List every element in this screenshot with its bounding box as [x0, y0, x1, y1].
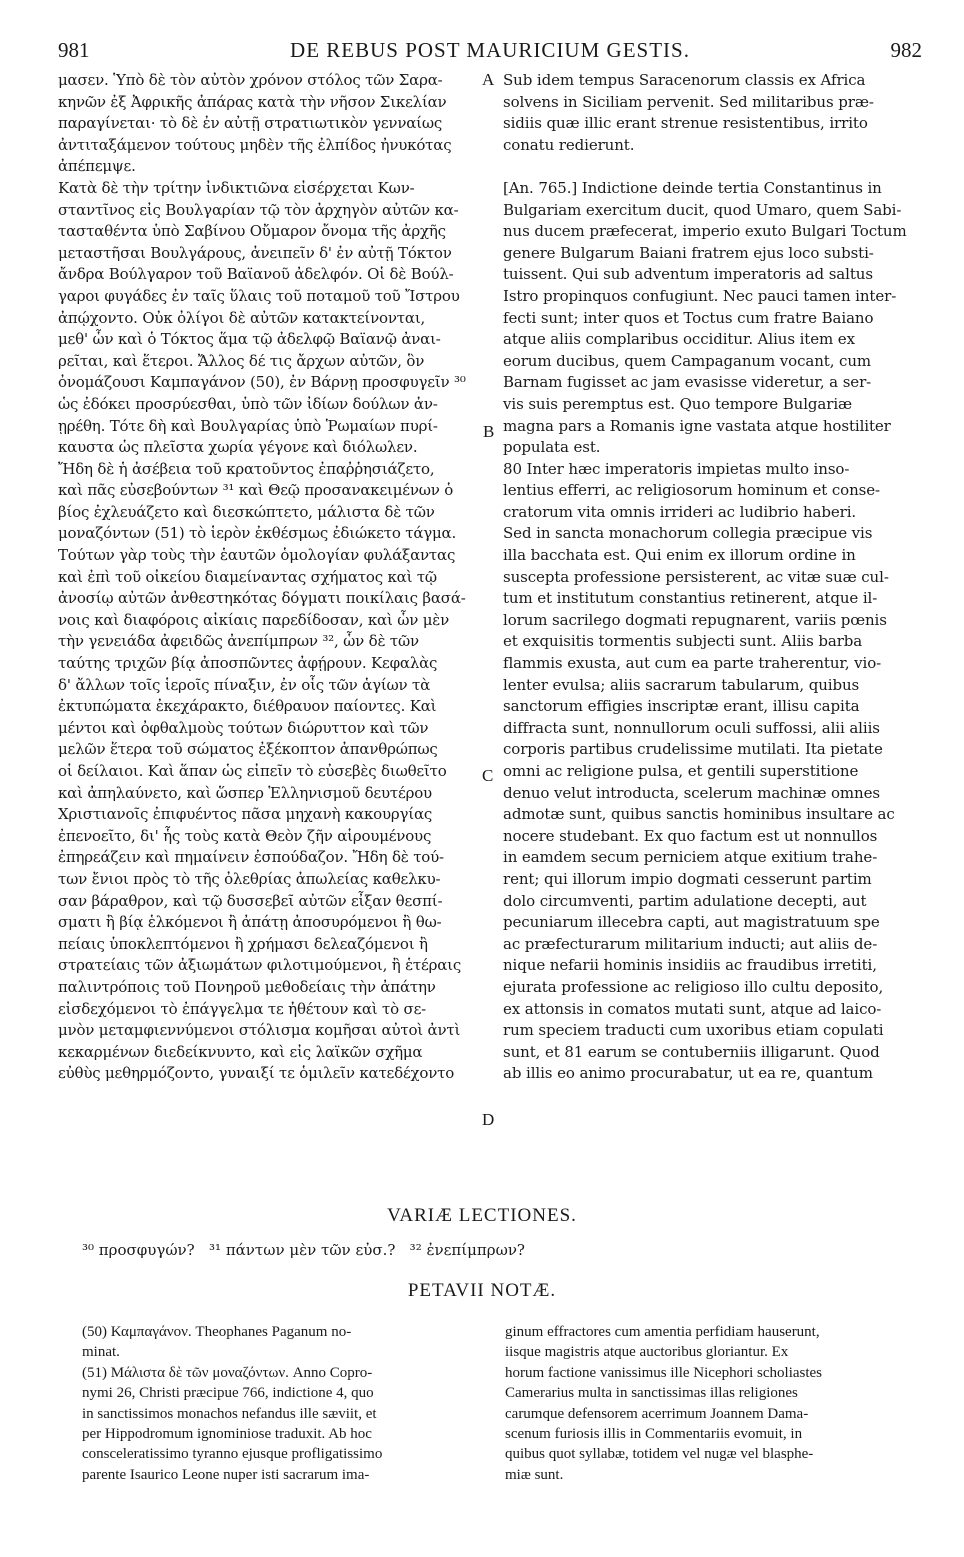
variae-lectiones-text: ³⁰ προσφυγών? ³¹ πάντων μὲν τῶν εὐσ.? ³² ἐνεπίμπρων?	[82, 1241, 525, 1259]
latin-text-column: Sub idem tempus Saracenorum classis ex Africa solvens in Siciliam pervenit. Sed militaribus præ- sidiis quæ illic erant strenue resistentibus, irrito conatu redierunt. [An. 765.] Indictione deinde tertia Constantinus in Bulgariam exercitum ducit, quod Umaro, quem Sabi- nus ducem præfecerat, imperio exuto Bulgari Toctum genere Bulgarum Baiani fratrem ejus loco substi- tuissent. Qui sub adventum imperatoris ad saltus Istro propinquos confugiunt. Nec pauci tamen inter- fecti sunt; inter quos et Toctus cum fratre Baiano atque aliis complaribus occiditur. Alius item ex eorum ducibus, quem Campaganum vocant, cum Barnam fugisset ac jam evasisse videretur, a ser- vis suis peremptus est. Quo tempore Bulgariæ magna pars a Romanis igne vastata atque hostiliter populata est. 80 Inter hæc imperatoris impietas multo inso- lentius efferri, ac religiosorum hominum et conse- cratorum vita omnis irrideri ac ludibrio haberi. Sed in sancta monachorum collegia præcipue vis illa bacchata est. Qui enim ex illorum ordine in suscepta professione persisterent, ac vitæ suæ cul- tum et institutum constantius retinerent, atque il- lorum sacrilego dogmati repugnarent, variis pœnis et exquisitis tormentis subjecti sunt. Aliis barba flammis exusta, aut cum ea parte traherentur, vio- lenter evulsa; aliis sacrarum tabularum, quibus sanctorum effigies inscriptæ erant, illisu capita diffracta sunt, nonnullorum oculi suffossi, alii aliis corporis partibus crudelissime mutilati. Ita pietate omni ac religione pulsa, et gentili superstitione denuo velut introducta, scelerum machinæ omnes admotæ sunt, quibus sanctis hominibus insultare ac nocere studebant. Ex quo factum est ut nonnullos in eamdem secum perniciem atque exitium trahe- rent; qui illorum impio dogmati cesserunt partim dolo circumventi, partim adulatione decepti, aut pecuniarum illecebra capti, aut magistratuum spe ac præfecturarum militarium inducti; aut aliis de- nique nefarii hominis insidiis ac fraudibus irretiti, ejurata professione ac religioso illo cultu deposito, ex attonsis in comatos mutati sunt, atque ad laico- rum speciem traducti cum uxoribus etiam copulati sunt, et 81 earum se contuberniis illigarunt. Quod ab illis eo animo procurabatur, ut ea re, quantum	[503, 71, 907, 1083]
margin-letter-d: D	[482, 1110, 495, 1129]
petavii-notae-title: PETAVII NOTÆ.	[407, 1280, 557, 1301]
variae-lectiones-title: VARIÆ LECTIONES.	[387, 1205, 577, 1226]
greek-text-column: μασεν. Ὑπὸ δὲ τὸν αὐτὸν χρόνον στόλος τῶν Σαρα- κηνῶν ἐξ Ἀφρικῆς ἀπάρας κατὰ τὴν νῆσον Σικελίαν παραγίνεται· τὸ δὲ ἐν αὐτῇ στρατιωτικὸν γενναίως ἀντιταξάμενον τούτους μηδὲν τῆς ἐλπίδος ἠνυκότας ἀπέπεμψε. Κατὰ δὲ τὴν τρίτην ἰνδικτιῶνα εἰσέρχεται Κων- σταντῖνος εἰς Βουλγαρίαν τῷ τὸν ἀρχηγὸν αὐτῶν κα- τασταθέντα ὑπὸ Σαβίνου Οὔμαρον ὄνομα τῆς ἀρχῆς μεταστῆσαι Βουλγάρους, ἀνειπεῖν δ' ἐν αὐτῇ Τόκτον ἄνδρα Βούλγαρον τοῦ Βαϊανοῦ ἀδελφόν. Οἱ δὲ Βούλ- γαροι φυγάδες ἐν ταῖς ὕλαις τοῦ ποταμοῦ τοῦ Ἴστρου ἀπῴχοντο. Οὐκ ὀλίγοι δὲ αὐτῶν κατακτείνονται, μεθ' ὧν καὶ ὁ Τόκτος ἅμα τῷ ἀδελφῷ Βαϊανῷ ἀναι- ρεῖται, καὶ ἕτεροι. Ἄλλος δέ τις ἄρχων αὐτῶν, ὃν ὀνομάζουσι Καμπαγάνον (50), ἐν Βάρνῃ προσφυγεῖν ³⁰ ὡς ἐδόκει προσρύεσθαι, ὑπὸ τῶν ἰδίων δούλων ἀν- ῃρέθη. Τότε δὴ καὶ Βουλγαρίας ὑπὸ Ῥωμαίων πυρί- καυστα ὡς πλεῖστα χωρία γέγονε καὶ διόλωλεν. Ἤδη δὲ ἡ ἀσέβεια τοῦ κρατοῦντος ἐπαῤῥησιάζετο, καὶ πᾶς εὐσεβούντων ³¹ καὶ Θεῷ προσανακειμένων ὁ βίος ἐχλευάζετο καὶ διεσκώπτετο, μάλιστα δὲ τῶν μοναζόντων (51) τὸ ἱερὸν ἐκθέσμως ἐδιώκετο τάγμα. Τούτων γὰρ τοὺς τὴν ἑαυτῶν ὁμολογίαν φυλάξαντας καὶ ἐπὶ τοῦ οἰκείου διαμείναντας σχήματος καὶ τῷ ἀνοσίῳ αὐτῶν ἀνθεστηκότας δόγματι ποικίλαις βασά- νοις καὶ διαφόροις αἰκίαις παρεδίδοσαν, καὶ ὧν μὲν τὴν γενειάδα ἀφειδῶς ἀνεπίμπρων ³², ὧν δὲ τῶν ταύτης τριχῶν βίᾳ ἀποσπῶντες ἀφῄρουν. Κεφαλὰς δ' ἄλλων τοῖς ἱεροῖς πίναξιν, ἐν οἷς τῶν ἁγίων τὰ ἐκτυπώματα ἐκεχάρακτο, διέθραυον παίοντες. Καὶ μέντοι καὶ ὀφθαλμοὺς τούτων διώρυττον καὶ τῶν μελῶν ἕτερα τοῦ σώματος ἐξέκοπτον ἀπανθρώπως οἱ δείλαιοι. Καὶ ἅπαν ὡς εἰπεῖν τὸ εὐσεβὲς διωθεῖτο καὶ ἀπηλαύνετο, καὶ ὥσπερ Ἑλληνισμοῦ δευτέρου Χριστιανοῖς ἐπιφυέντος πᾶσα μηχανὴ κακουργίας ἐπενοεῖτο, δι' ἧς τοὺς κατὰ Θεὸν ζῆν αἱρουμένους ἐπηρεάζειν καὶ πημαίνειν ἐσπούδαζον. Ἤδη δὲ τού- των ἔνιοι πρὸς τὸ τῆς ὀλεθρίας ἀπωλείας καθελκυ- σαν βάραθρον, καὶ τῷ δυσσεβεῖ αὐτῶν εἶξαν θεσπί- σματι ἢ βίᾳ ἑλκόμενοι ἢ ἀπάτῃ ἀποσυρόμενοι ἢ θω- πείαις ὑποκλεπτόμενοι ἢ χρήμασι δελεαζόμενοι ἢ στρατείαις τῶν ἀξιωμάτων φιλοτιμούμενοι, ἢ ἑτέραις παλιντρόποις τοῦ Πονηροῦ μεθοδείαις τὴν ἀπάτην εἰσδεχόμενοι τὸ ἐπάγγελμα τε ἠθέτουν καὶ τὸ σε- μνὸν μεταμφιεννύμενοι στόλισμα κομῆσαι αὐτοὶ ἀντὶ κεκαρμένων διεδείκνυντο, καὶ εἰς λαϊκῶν σχῆμα εὐθὺς μεθηρμόζοντο, γυναιξί τε ὁμιλεῖν κατεδέχοντο	[58, 71, 466, 1083]
margin-letter-b: B	[483, 422, 495, 441]
running-header	[58, 34, 922, 64]
margin-letter-a: A	[482, 70, 495, 89]
petavii-notes-left: (50) Καμπαγάνον. Theophanes Paganum no- minat. (51) Μάλιστα δὲ τῶν μοναζόντων. Anno Copro- nymi 26, Christi præcipue 766, indictione 4, quo in sanctissimos monachos nefandus ille sæviit, et per Hippodromum ignominiose traduxit. Ab hoc consceleratissimo tyranno ejusque profligatissimo parente Isaurico Leone nuper isti sacrarum ima-	[82, 1324, 383, 1483]
page-number-right: 982	[890, 38, 922, 62]
petavii-notes-right: ginum effractores cum amentia perfidiam hauserunt, iisque magistris atque auctoribus gloriantur. Ex horum factione vanissimus ille Nicephori scholiastes Camerarius multa in sanctissimas illas religiones carumque defensorem acerrimum Joannem Dama- scenum furiosis illis in Commentariis evomuit, in quibus quot syllabæ, totidem vel nugæ vel blasphe- miæ sunt.	[505, 1324, 823, 1483]
margin-letter-c: C	[482, 766, 494, 785]
running-title: DE REBUS POST MAURICIUM GESTIS.	[290, 38, 690, 62]
page-number-left: 981	[58, 38, 90, 62]
